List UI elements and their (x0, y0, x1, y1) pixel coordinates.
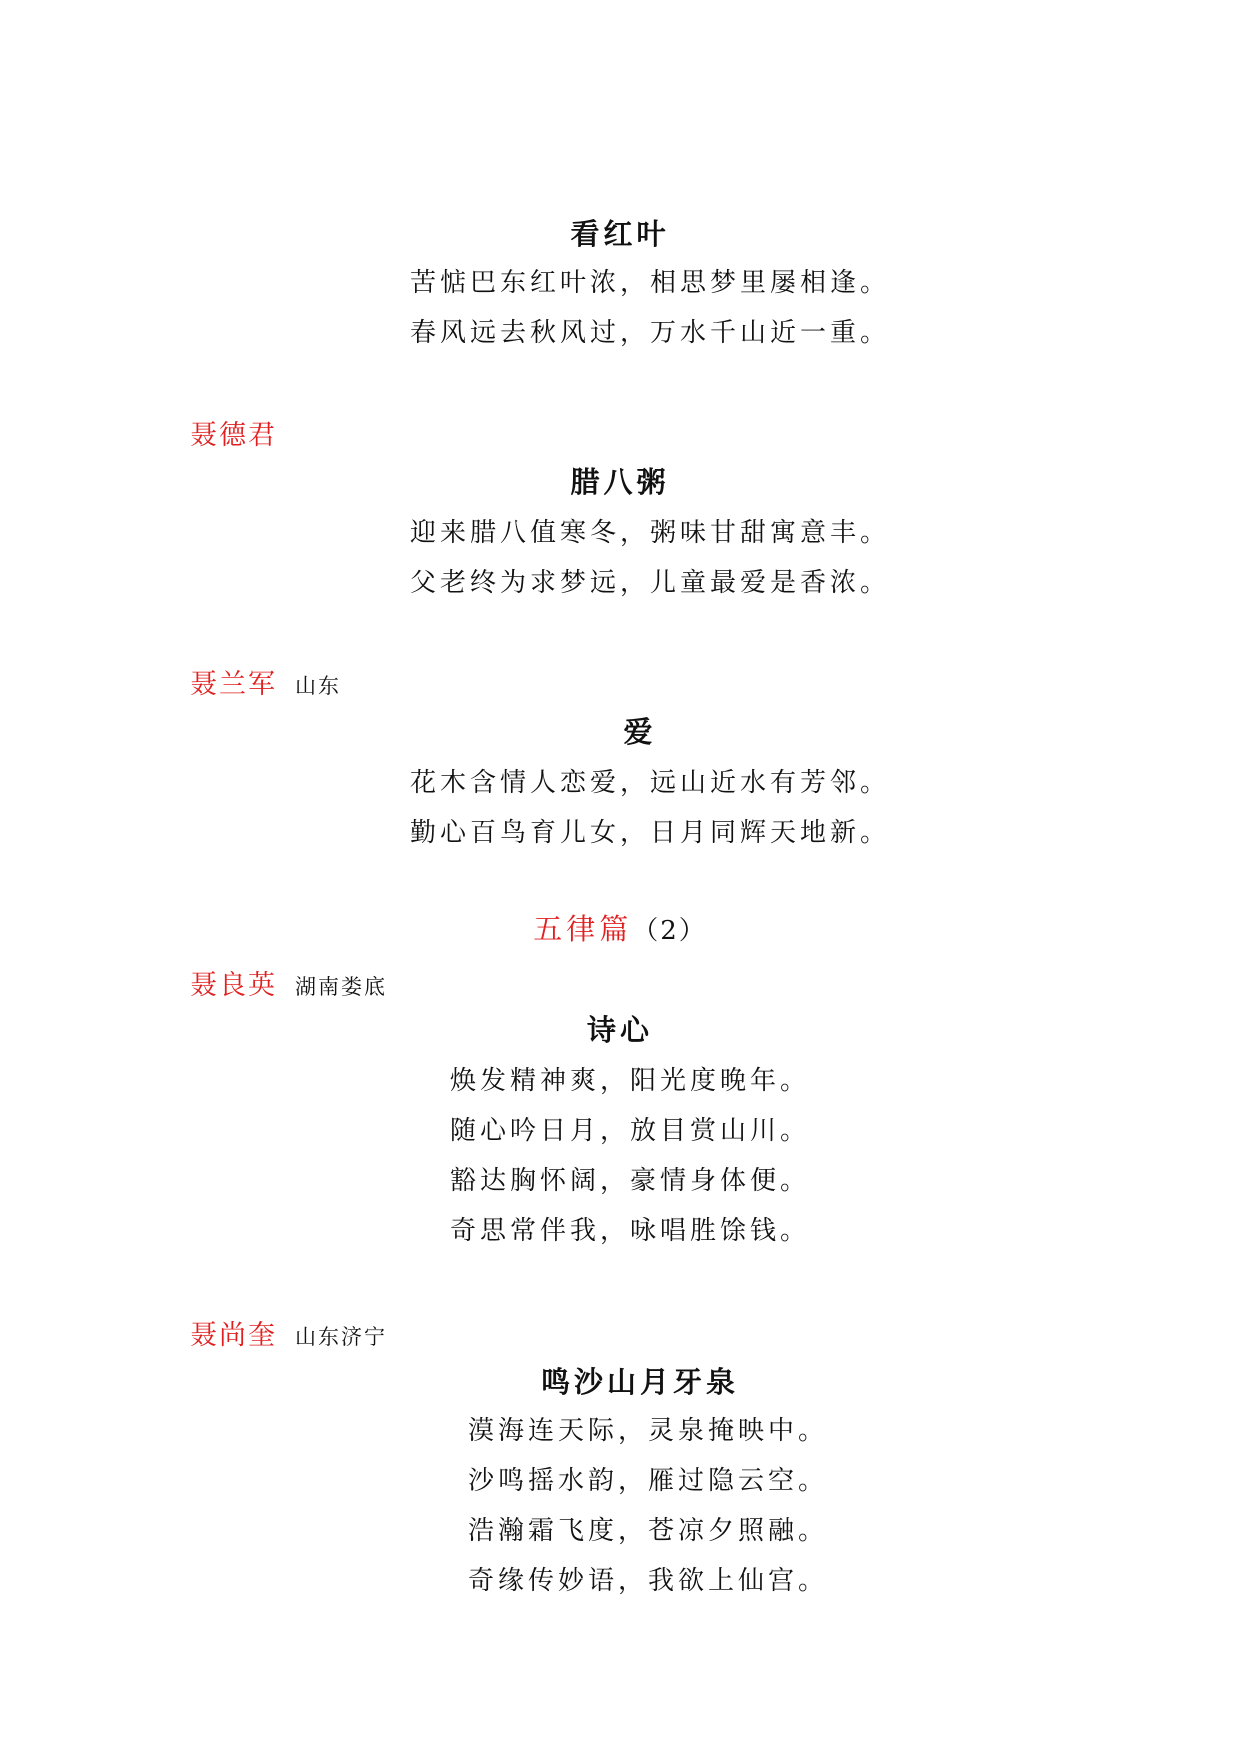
poem-line: 随心吟日月，放目赏山川。 (450, 1116, 811, 1146)
author-region: 湖南娄底 (295, 975, 387, 999)
poem-line: 父老终为求梦远，儿童最爱是香浓。 (410, 568, 891, 598)
author-name: 聂德君 (190, 420, 277, 451)
poem-line: 苦惦巴东红叶浓，相思梦里屡相逢。 (410, 268, 891, 298)
author-name: 聂兰军 (190, 669, 277, 700)
poem-line: 焕发精神爽，阳光度晚年。 (450, 1066, 811, 1096)
poem-line: 奇缘传妙语，我欲上仙宫。 (468, 1566, 829, 1596)
section-number: （2） (632, 916, 707, 946)
section-heading (0, 907, 1240, 948)
author-line (190, 963, 387, 1002)
section-title: 五律篇 (533, 912, 633, 946)
poem-title: 鸣沙山月牙泉 (540, 1365, 739, 1399)
poem-line: 花木含情人恋爱，远山近水有芳邻。 (410, 768, 891, 798)
poem-title: 看红叶 (570, 217, 670, 251)
poem-line: 迎来腊八值寒冬，粥味甘甜寓意丰。 (410, 518, 891, 548)
author-name: 聂良英 (190, 970, 277, 1001)
author-region: 山东 (295, 674, 341, 698)
author-name: 聂尚奎 (190, 1320, 277, 1351)
poem-line: 浩瀚霜飞度，苍凉夕照融。 (468, 1516, 829, 1546)
poem-title: 爱 (623, 715, 657, 749)
poem-line: 豁达胸怀阔，豪情身体便。 (450, 1166, 811, 1196)
poem-title: 诗心 (586, 1013, 653, 1047)
poem-line: 沙鸣摇水韵，雁过隐云空。 (468, 1466, 829, 1496)
poem-title: 腊八粥 (570, 465, 670, 499)
poem-line: 勤心百鸟育儿女，日月同辉天地新。 (410, 818, 891, 848)
author-region: 山东济宁 (295, 1325, 387, 1349)
author-line (190, 662, 341, 701)
poem-line: 奇思常伴我，咏唱胜馀钱。 (450, 1216, 811, 1246)
poem-line: 春风远去秋风过，万水千山近一重。 (410, 318, 891, 348)
poem-line: 漠海连天际，灵泉掩映中。 (468, 1416, 829, 1446)
author-line (190, 1313, 387, 1352)
